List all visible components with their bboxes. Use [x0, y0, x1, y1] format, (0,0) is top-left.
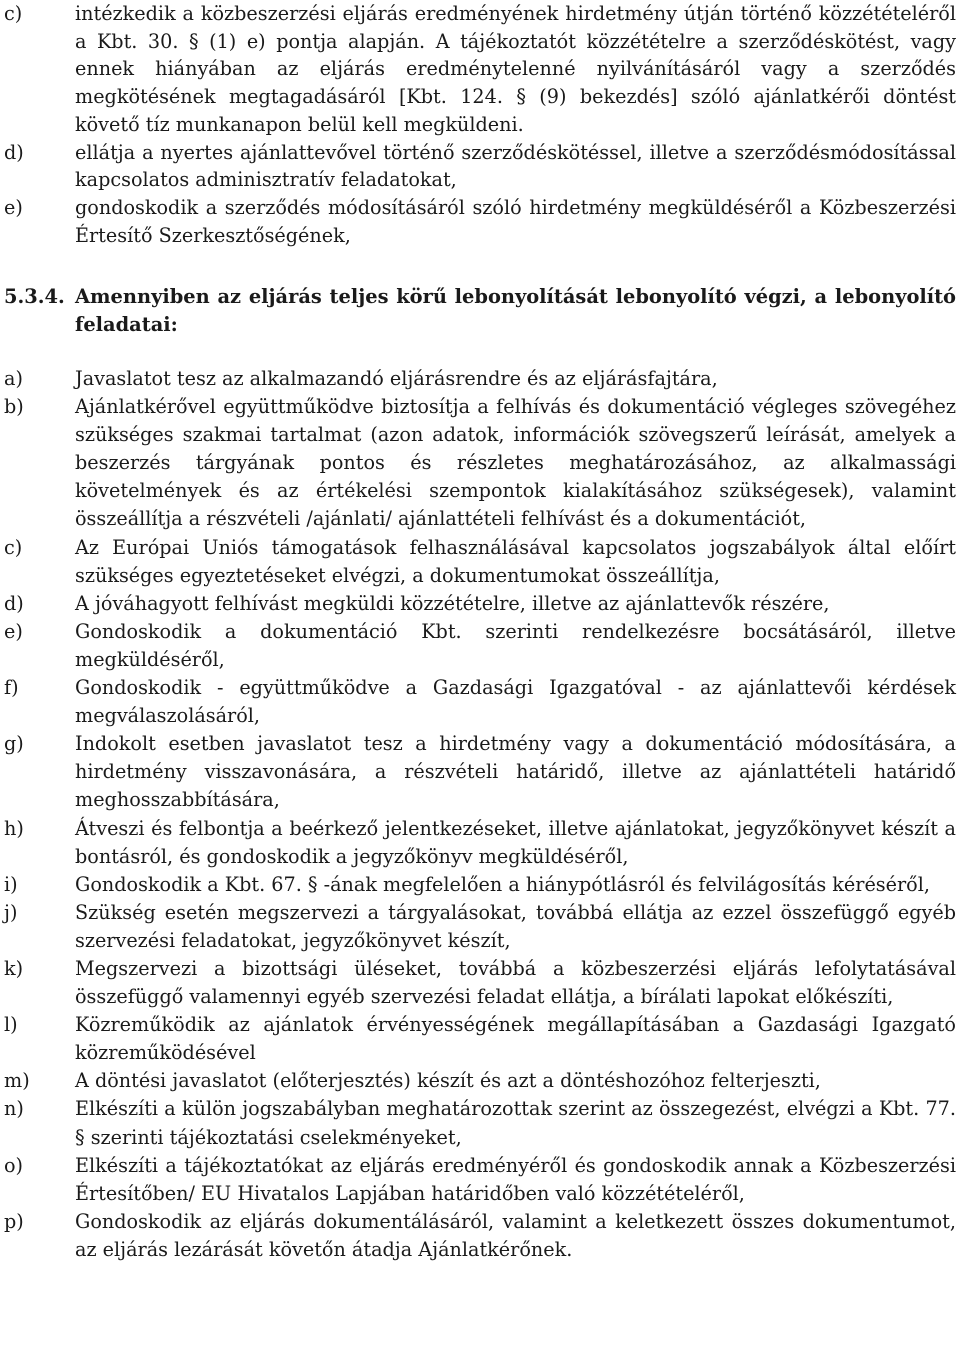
item-text: Átveszi és felbontja a beérkező jelentkezéseket, illetve ajánlatokat, jegyzőkönyvet készít a bontásról, és gondoskodik a jegyzőkönyv megküldéséről, [75, 816, 956, 868]
task-list [0, 365, 960, 1264]
item-label: c) [4, 535, 23, 559]
list-item [0, 674, 960, 730]
list-item [0, 1208, 960, 1264]
item-text: gondoskodik a szerződés módosításáról szóló hirdetmény megküldéséről a Közbeszerzési Értesítő Szerkesztőségének, [75, 195, 956, 247]
list-item [0, 730, 960, 814]
item-text: Elkészíti a tájékoztatókat az eljárás eredményéről és gondoskodik annak a Közbeszerzési Értesítőben/ EU Hivatalos Lapjában határidőben való közzétételéről, [75, 1153, 956, 1205]
list-item [0, 393, 960, 533]
item-text: ellátja a nyertes ajánlattevővel történő szerződéskötéssel, illetve a szerződésmódosítással kapcsolatos adminisztratív feladatokat, [75, 140, 956, 192]
list-item [0, 1067, 960, 1095]
list-item [0, 955, 960, 1011]
item-text: Gondoskodik a Kbt. 67. § -ának megfelelően a hiánypótlásról és felvilágosítás kéréséről, [75, 872, 930, 896]
item-label: e) [4, 195, 23, 219]
list-item [0, 618, 960, 674]
section-title: Amennyiben az eljárás teljes körű lebonyolítását lebonyolító végzi, a lebonyolító feladatai: [75, 285, 956, 336]
item-text: Elkészíti a külön jogszabályban meghatározottak szerint az összegezést, elvégzi a Kbt. 77. § szerinti tájékoztatási cselekményeket, [75, 1097, 956, 1149]
list-item [0, 1152, 960, 1208]
item-label: d) [4, 591, 24, 615]
item-label: l) [4, 1013, 18, 1037]
list-item [0, 871, 960, 899]
item-label: f) [4, 676, 19, 700]
list-item [0, 815, 960, 871]
item-text: A döntési javaslatot (előterjesztés) készít és azt a döntéshozóhoz felterjeszti, [75, 1069, 821, 1093]
item-label: d) [4, 140, 24, 164]
list-item [0, 1011, 960, 1067]
list-item [0, 1095, 960, 1151]
list-item [0, 365, 960, 393]
item-label: a) [4, 367, 23, 390]
list-item [0, 0, 960, 139]
item-label: g) [4, 732, 24, 756]
item-label: o) [4, 1153, 24, 1177]
item-label: i) [4, 872, 18, 896]
item-text: intézkedik a közbeszerzési eljárás eredményének hirdetmény útján történő közzétételéről a Kbt. 30. § (1) e) pontja alapján. A tájékoztatót közzétételre a szerződéskötést, vagy ennek hiányában az eljárás eredménytelenné nyilvánításáról vagy a szerződés megkötésének megtagadásáról [Kbt. 124. § (9) bekezdés] szóló ajánlatkérői döntést követő tíz munkanapon belül kell megküldeni. [75, 2, 956, 136]
item-text: Az Európai Uniós támogatások felhasználásával kapcsolatos jogszabályok által előírt szükséges egyeztetéseket elvégzi, a dokumentumokat összeállítja, [75, 535, 956, 587]
item-text: Ajánlatkérővel együttműködve biztosítja a felhívás és dokumentáció végleges szövegéhez szükséges szakmai tartalmat (azon adatok, információk szövegszerű leírását, amelyek a beszerzés tárgyának pontos és részletes meghatározásához, az alkalmassági követelmények és az értékelési szempontok kialakításához szükségesek), valamint összeállítja a részvételi /ajánlati/ ajánlattételi felhívást és a dokumentációt, [75, 395, 956, 531]
item-label: n) [4, 1097, 24, 1121]
item-text: Gondoskodik a dokumentáció Kbt. szerinti rendelkezésre bocsátásáról, illetve megküldéséről, [75, 619, 956, 671]
item-label: k) [4, 956, 24, 980]
item-label: p) [4, 1209, 24, 1233]
item-label: e) [4, 619, 23, 643]
item-text: Megszervezi a bizottsági üléseket, továbbá a közbeszerzési eljárás lefolytatásával összefüggő valamennyi egyéb szervezési feladat ellátja, a bírálati lapokat előkészíti, [75, 956, 956, 1009]
list-item [0, 194, 960, 249]
item-text: Gondoskodik az eljárás dokumentálásáról, valamint a keletkezett összes dokumentumot, az eljárás lezárását követőn átadja Ajánlatkérőnek. [75, 1209, 956, 1261]
list-item [0, 590, 960, 618]
item-text: Indokolt esetben javaslatot tesz a hirdetmény vagy a dokumentáció módosítására, a hirdetmény visszavonására, a részvételi határidő, illetve az ajánlattételi határidő meghosszabbítására, [75, 732, 956, 812]
item-label: c) [4, 2, 23, 25]
item-text: Közreműködik az ajánlatok érvényességének megállapításában a Gazdasági Igazgató közreműködésével [75, 1013, 956, 1065]
list-item [0, 534, 960, 590]
list-item [0, 139, 960, 194]
section-number: 5.3.4. [4, 285, 65, 308]
item-label: m) [4, 1069, 30, 1093]
section-heading [0, 283, 960, 339]
list-item [0, 899, 960, 955]
item-label: h) [4, 816, 24, 840]
item-text: A jóváhagyott felhívást megküldi közzétételre, illetve az ajánlattevők részére, [75, 591, 830, 615]
item-text: Gondoskodik - együttműködve a Gazdasági Igazgatóval - az ajánlattevői kérdések megválaszolásáról, [75, 676, 956, 728]
item-label: j) [4, 900, 18, 924]
item-text: Szükség esetén megszervezi a tárgyalásokat, továbbá ellátja az ezzel összefüggő egyéb szervezési feladatokat, jegyzőkönyvet készít, [75, 900, 956, 952]
top-list [0, 0, 960, 249]
item-text: Javaslatot tesz az alkalmazandó eljárásrendre és az eljárásfajtára, [75, 367, 718, 390]
item-label: b) [4, 395, 24, 419]
